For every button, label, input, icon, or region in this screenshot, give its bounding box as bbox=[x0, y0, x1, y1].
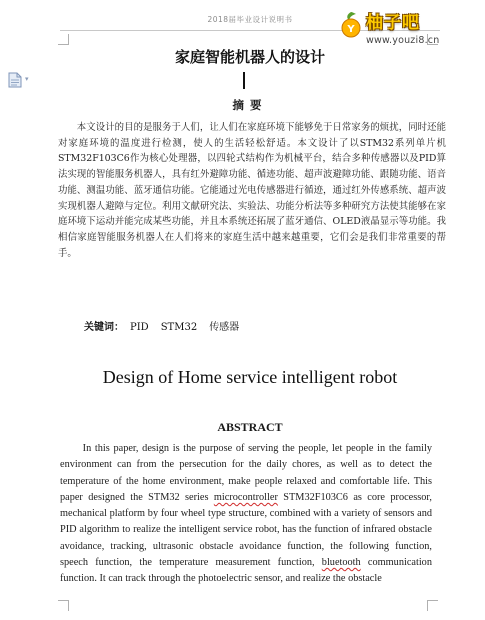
margin-corner-bottom-left bbox=[58, 600, 69, 611]
english-abstract-body bbox=[60, 441, 432, 588]
english-abstract-heading: ABSTRACT bbox=[217, 420, 283, 434]
spellcheck-word[interactable]: microcontroller bbox=[213, 491, 278, 503]
watermark-name: 柚子吧 bbox=[366, 13, 420, 33]
chinese-keywords bbox=[84, 318, 245, 333]
chinese-abstract-body: 本文设计的目的是服务于人们，让人们在家庭环境下能够免于日常家务的烦扰，同时还能对家庭环境的温度进行检测，使人的生活轻松舒适。本文设计了以STM32系列单片机STM32F103C6作为核心处理器，以四轮式结构作为机械平台，结合多种传感器以及PID算法实现的智能服务机器人，具有红外避障功能、循迹功能、超声波避障功能、跟随功能、语音功能、测温功能、蓝牙通信功能。它能通过光电传感器进行循迹，通过红外传感系统、超声波实现机器人避障与定位。利用文献研究法、实验法、功能分析法等多种研究方法使其能够在家庭环境下运动并能完成某些功能，并且本系统还拓展了蓝牙通信、OLED液晶显示等功能。我相信家庭智能服务机器人在人们将来的家庭生活中越来越重要，它们会是我们非常重要的帮手。 bbox=[58, 122, 446, 259]
svg-text:Y: Y bbox=[347, 24, 355, 35]
document-icon[interactable] bbox=[8, 72, 22, 88]
chinese-abstract-heading: 摘要 bbox=[232, 98, 268, 112]
keyword-item: 传感器 bbox=[209, 322, 240, 333]
margin-corner-top-left bbox=[58, 34, 69, 45]
keyword-item: PID bbox=[130, 322, 149, 333]
text-cursor bbox=[243, 72, 245, 89]
keyword-item: STM32 bbox=[160, 322, 198, 333]
spellcheck-word[interactable]: bluetooth bbox=[321, 557, 361, 569]
chevron-down-icon[interactable]: ▾ bbox=[25, 75, 29, 83]
watermark-url: www.youzi8.cn bbox=[366, 35, 440, 46]
grapefruit-logo-icon bbox=[340, 10, 362, 38]
abstract-text-segment: STM32F103C6 as core processor, mechanical platform by four wheel type structure, combined with a variety of sensors and PID algorithm to realize the intelligent service robot, has the function of infrared obstacle avoidance, tracking, ultrasonic obstacle avoidance function, the following function, speech function, the temperature measurement function, bbox=[60, 491, 432, 569]
chinese-title: 家庭智能机器人的设计 bbox=[174, 48, 325, 66]
header-text: 2018届毕业设计说明书 bbox=[207, 15, 293, 24]
keywords-label: 关键词： bbox=[84, 322, 124, 333]
abstract-text-segment: In this paper, design is the purpose of serving the people, let people in the family environment can from the persecution for the daily chores, as well as to detect the temperature of the home environment, make people relaxed and comfortable life. This paper designed the STM32 series bbox=[60, 443, 432, 503]
margin-corner-bottom-right bbox=[427, 600, 438, 611]
abstract-text-segment: communication function. It can track through the photoelectric sensor, and realize the obstacle bbox=[60, 557, 432, 585]
english-title: Design of Home service intelligent robot bbox=[102, 367, 398, 387]
